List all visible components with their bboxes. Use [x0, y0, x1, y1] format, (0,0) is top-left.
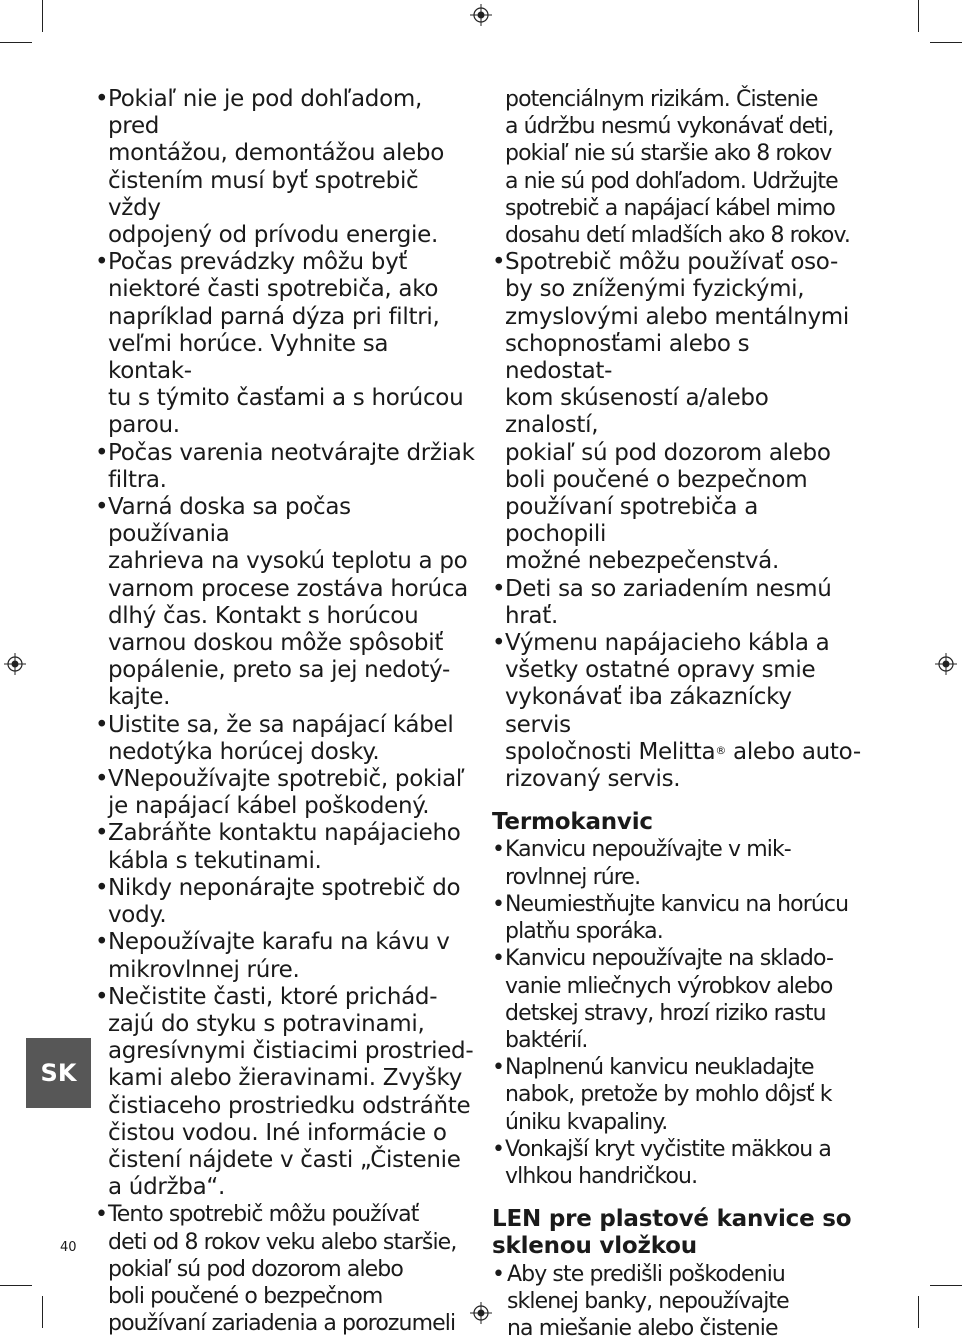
safety-list [95, 86, 475, 1337]
registration-mark-icon [935, 653, 957, 675]
language-tab: SK [26, 1038, 91, 1108]
list-item: • Uistite sa, že sa napájací kábel nedotýka horúcej dosky. [95, 712, 475, 766]
list-item: • Neumiestňujte kanvicu na horúcu platňu sporáka. [492, 891, 862, 945]
list-item: • Zabráňte kontaktu napájacieho kábla s tekutinami. [95, 820, 475, 874]
section-heading-glass: LEN pre plastové kanvice so sklenou vložkou [492, 1206, 852, 1260]
list-item: • Nečistite časti, ktoré prichád- zajú do styku s potravinami, agresívnymi čistiacimi prostried- kami alebo žieravinami. Zvyšky čistiaceho prostriedku odstráňte čistou vodou. Iné informácie o čistení nájdete v časti „Čistenie a údržba“. [95, 984, 475, 1202]
page-number: 40 [60, 1240, 77, 1255]
crop-mark [918, 1296, 919, 1328]
crop-mark [0, 1285, 32, 1286]
continued-paragraph: potenciálnym rizikám. Čistenie a údržbu nesmú vykonávať deti, pokiaľ nie sú staršie ako 8 rokov a nie sú pod dohľadom. Udržujte spotrebič a napájací kábel mimo dosahu detí mladších ako 8 rokov. [505, 87, 850, 249]
registered-mark: ® [715, 743, 727, 757]
list-item: • Kanvicu nepoužívajte na sklado- vanie mliečnych výrobkov alebo detskej stravy, hrozí riziko rastu baktérií. [492, 945, 862, 1054]
crop-mark [42, 1296, 43, 1328]
crop-mark [42, 0, 43, 32]
list-item: • VNepoužívajte spotrebič, pokiaľ je napájací kábel poškodený. [95, 766, 475, 820]
glass-list [492, 1261, 862, 1342]
list-item-text: alebo auto- rizovaný servis. [505, 738, 861, 793]
section-heading-thermos: Termokanvic [492, 809, 653, 836]
list-item: • Deti sa so zariadením nesmú hrať. [492, 576, 862, 630]
list-item: • Počas prevádzky môžu byť niektoré časti spotrebiča, ako napríklad parná dýza pri filtri, veľmi horúce. Vyhnite sa kontak- tu s týmito časťami a s horúcou parou. [95, 249, 475, 439]
list-item: • Pokiaľ nie je pod dohľadom, pred montážou, demontážou alebo čistením musí byť spotrebič vždy odpojený od prívodu energie. [95, 86, 475, 249]
list-item: • Naplnenú kanvicu neukladajte nabok, pretože by mohlo dôjsť k úniku kvapaliny. [492, 1054, 862, 1136]
list-item: • Varná doska sa počas používania zahrieva na vysokú teplotu a po varnom procese zostáva horúca dlhý čas. Kontakt s horúcou varnou doskou môže spôsobiť popálenie, preto sa jej nedotý- kajte. [95, 494, 475, 712]
right-column [492, 86, 862, 1342]
crop-mark [930, 42, 962, 43]
list-item: • Nikdy neponárajte spotrebič do vody. [95, 875, 475, 929]
list-item: • Vonkajší kryt vyčistite mäkkou a vlhkou handričkou. [492, 1136, 862, 1190]
list-item: • Aby ste predišli poškodeniu sklenej banky, nepoužívajte na miešanie alebo čistenie [492, 1261, 862, 1342]
list-item [492, 630, 862, 793]
list-item-text: Výmenu napájacieho kábla a všetky ostatné opravy smie vykonávať iba zákaznícky servis spoločnosti Melitta [505, 630, 830, 765]
list-item: • Tento spotrebič môžu používať deti od 8 rokov veku alebo staršie, pokiaľ sú pod dozorom alebo boli poučené o bezpečnom používaní zariadenia a porozumeli [95, 1201, 475, 1337]
crop-mark [930, 1285, 962, 1286]
crop-mark [918, 0, 919, 32]
crop-mark [0, 42, 32, 43]
list-item: • Počas varenia neotvárajte držiak filtra. [95, 440, 475, 494]
thermos-list [492, 836, 862, 1190]
safety-list [492, 249, 862, 793]
registration-mark-icon [4, 653, 26, 675]
left-column [95, 86, 475, 1337]
list-item: • Kanvicu nepoužívajte v mik- rovlnnej rúre. [492, 836, 862, 890]
registration-mark-icon [470, 4, 492, 26]
list-item: • Nepoužívajte karafu na kávu v mikrovlnnej rúre. [95, 929, 475, 983]
list-item: • Spotrebič môžu používať oso- by so zníženými fyzickými, zmyslovými alebo mentálnymi schopnosťami alebo s nedostat- kom skúseností a/alebo znalostí, pokiaľ sú pod dozorom alebo boli poučené o bezpečnom používaní spotrebiča a pochopili možné nebezpečenstvá. [492, 249, 862, 575]
